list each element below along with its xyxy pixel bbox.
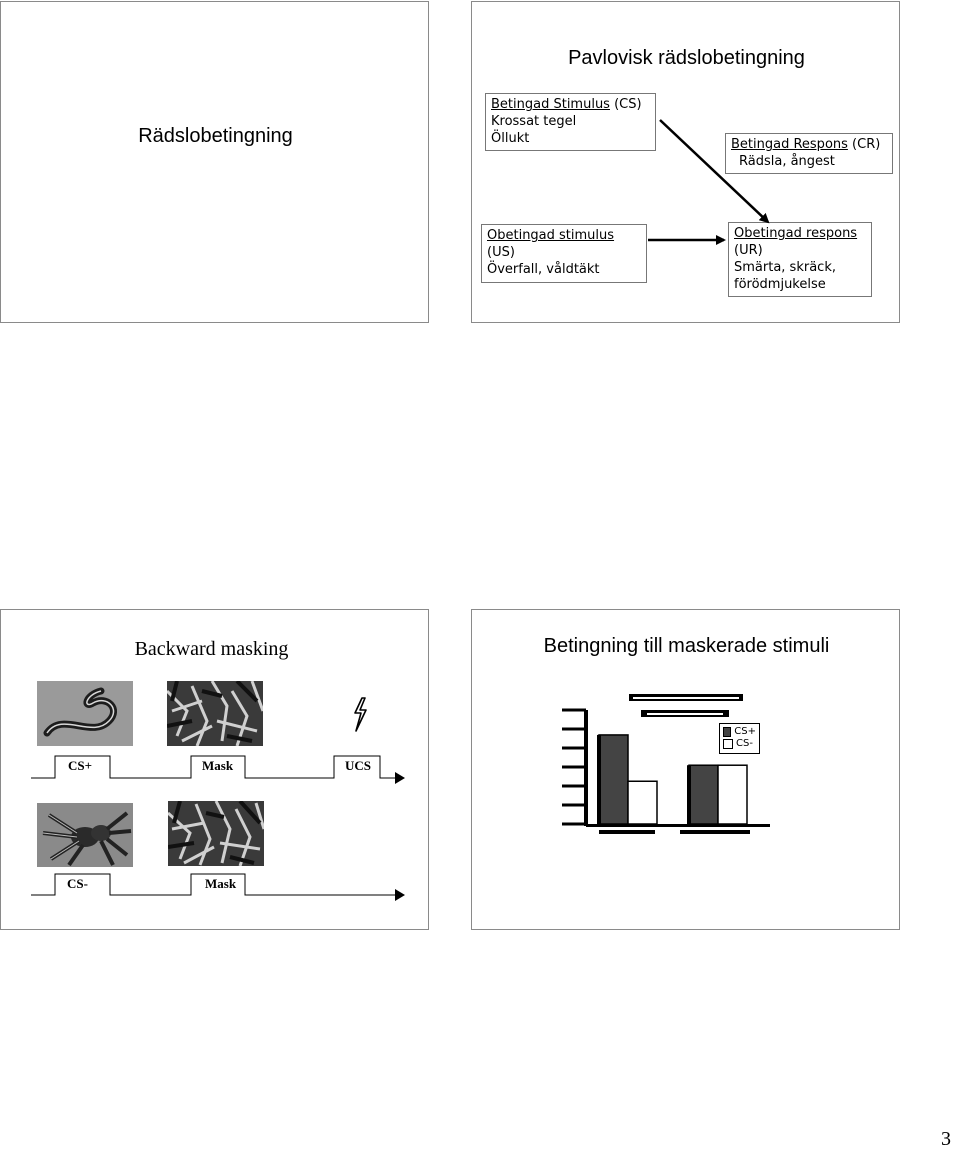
cs-to-ur-arrow [660,120,768,222]
bar-cs-minus-1 [628,781,657,824]
slide-2 [471,1,900,323]
ur-line2: Smärta, skräck, [734,260,836,275]
x-tick-label-garbled [599,830,655,834]
legend-swatch-cs-plus [723,727,731,737]
slide-4 [471,609,900,930]
cr-abbr: (CR) [852,137,881,152]
y-tick [562,747,586,750]
legend-item-cs-plus [723,726,756,738]
ur-line3: förödmjukelse [734,277,826,292]
slide-3 [0,609,429,930]
cs-line2: Öllukt [491,131,530,146]
bar-cs-plus-2 [689,765,718,824]
us-line2: Överfall, våldtäkt [487,262,600,277]
slide-title: Rädslobetingning [138,125,293,147]
cs-minus-label: CS- [67,876,88,891]
page-number: 3 [941,1128,951,1150]
y-tick [562,728,586,731]
bar-edge [687,765,691,824]
cr-label: Betingad Respons [731,137,848,152]
slide-title: Backward masking [134,638,289,660]
cs-line1: Krossat tegel [491,114,577,129]
legend-item-cs-minus [723,738,756,750]
us-line1: (US) [487,245,515,260]
y-tick [562,823,586,826]
cs-label: Betingad Stimulus [491,97,610,112]
us-label: Obetingad stimulus [487,228,615,243]
slide-title: Pavlovisk rädslobetingning [568,47,805,69]
cs-plus-label: CS+ [68,758,93,773]
y-tick [562,804,586,807]
mask-label-1: Mask [202,758,234,773]
bar-cs-plus-1 [599,735,628,824]
cr-line1: Rädsla, ångest [739,154,835,169]
slide-title: Betingning till maskerade stimuli [543,635,830,657]
legend-label-cs-minus: CS- [736,738,753,749]
cs-abbr: (CS) [614,97,642,112]
slide-1 [0,1,429,323]
ucs-label: UCS [345,758,372,773]
arrows [472,2,901,324]
bar-cs-minus-2 [718,765,747,824]
bar-edge [597,735,601,824]
y-tick [562,785,586,788]
legend-swatch-cs-minus [723,739,733,749]
x-tick-label-garbled [680,830,750,834]
y-tick [562,766,586,769]
bar-chart [472,610,901,931]
ur-label: Obetingad respons [734,226,858,241]
mask-label-2: Mask [205,876,237,891]
chart-legend [719,723,760,754]
legend-label-cs-plus: CS+ [734,726,756,737]
y-tick [562,709,586,712]
ur-line1: (UR) [734,243,763,258]
